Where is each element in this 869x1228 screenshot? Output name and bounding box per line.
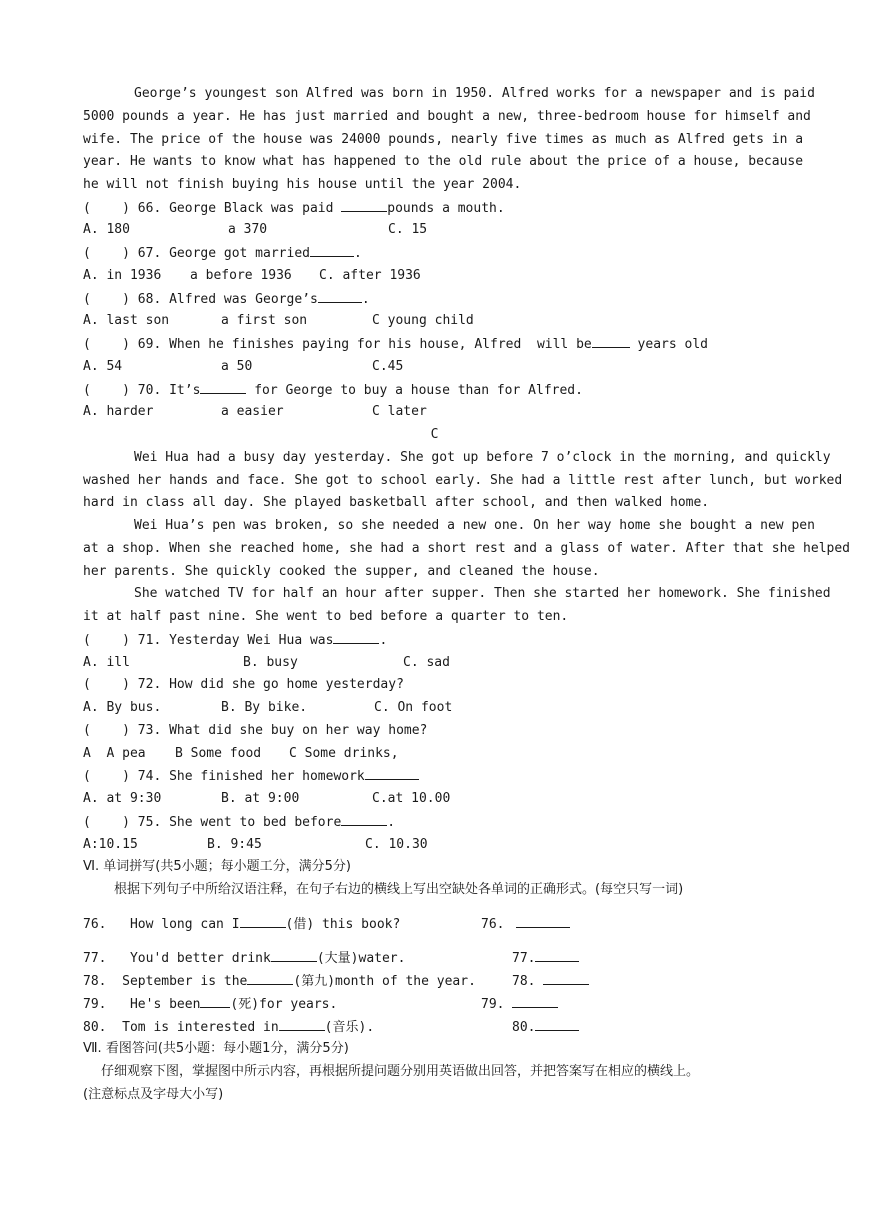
question-73: ( ) 73. What did she buy on her way home? xyxy=(83,723,428,738)
spelling-item-78: 78. September is the (第九)month of the year. xyxy=(83,974,476,989)
passage-c-line: her parents. She quickly cooked the supper, and cleaned the house. xyxy=(83,564,600,579)
question-66: ( ) 66. George Black was paid pounds a mouth. xyxy=(83,201,505,216)
option-b: B. By bike. xyxy=(221,700,308,715)
option-c: C later xyxy=(372,404,427,419)
option-c: C. 10.30 xyxy=(365,837,428,852)
option-a: A. 54 xyxy=(83,359,123,374)
option-c: C. 15 xyxy=(388,222,428,237)
spelling-item-76: 76. How long can I (借) this book? xyxy=(83,917,401,932)
option-b: a before 1936 xyxy=(190,268,292,283)
passage-c-line: washed her hands and face. She got to school early. She had a little rest after lunch, but worked xyxy=(83,473,843,488)
option-c: C. sad xyxy=(403,655,450,670)
option-c: C. after 1936 xyxy=(319,268,421,283)
option-a: A. in 1936 xyxy=(83,268,162,283)
question-72: ( ) 72. How did she go home yesterday? xyxy=(83,677,404,692)
answer-blank[interactable] xyxy=(240,916,286,928)
answer-line[interactable] xyxy=(535,1019,579,1031)
question-70: ( ) 70. It’s for George to buy a house than for Alfred. xyxy=(83,383,583,398)
option-b: B Some food xyxy=(175,746,262,761)
option-c: C. On foot xyxy=(374,700,453,715)
passage-c-line: Wei Hua’s pen was broken, so she needed a new one. On her way home she bought a new pen xyxy=(134,518,815,533)
spelling-item-80: 80. Tom is interested in (音乐). xyxy=(83,1020,375,1035)
question-69: ( ) 69. When he finishes paying for his house, Alfred will be years old xyxy=(83,337,709,352)
option-a: A. By bus. xyxy=(83,700,162,715)
section-6-title: Ⅵ. 单词拼写(共5小题；每小题工分，满分5分) xyxy=(83,859,351,874)
passage-c-line: Wei Hua had a busy day yesterday. She got up before 7 o’clock in the morning, and quickly xyxy=(134,450,831,465)
section-7-title: Ⅶ. 看图答问(共5小题：每小题1分，满分5分) xyxy=(83,1041,349,1056)
option-a: A. last son xyxy=(83,313,170,328)
section-6-instruction: 根据下列句子中所给汉语注释，在句子右边的横线上写出空缺处各单词的正确形式。(每空只写一词) xyxy=(114,882,684,897)
answer-line-80: 80. xyxy=(512,1019,579,1036)
passage-c-line: at a shop. When she reached home, she had a short rest and a glass of water. After that she helped xyxy=(83,541,851,556)
passage-b-line: 5000 pounds a year. He has just married and bought a new, three-bedroom house for himself and xyxy=(83,109,811,124)
question-68: ( ) 68. Alfred was George’s . xyxy=(83,292,370,307)
answer-line-79: 79. xyxy=(481,996,558,1013)
answer-line[interactable] xyxy=(516,916,570,928)
passage-b-line: he will not finish buying his house until the year 2004. xyxy=(83,177,522,192)
option-a: A. at 9:30 xyxy=(83,791,162,806)
passage-c-line: She watched TV for half an hour after supper. Then she started her homework. She finished xyxy=(134,586,831,601)
answer-blank[interactable] xyxy=(592,336,630,348)
answer-line[interactable] xyxy=(535,950,579,962)
option-a: A A pea xyxy=(83,746,146,761)
passage-c-line: hard in class all day. She played basketball after school, and then walked home. xyxy=(83,495,710,510)
option-a: A. ill xyxy=(83,655,130,670)
answer-blank[interactable] xyxy=(341,200,387,212)
option-c: C.45 xyxy=(372,359,404,374)
option-c: C Some drinks, xyxy=(289,746,399,761)
spelling-item-77: 77. You'd better drink (大量)water. xyxy=(83,951,406,966)
section-c-heading: C xyxy=(430,427,439,442)
answer-line[interactable] xyxy=(543,973,589,985)
option-c: C young child xyxy=(372,313,474,328)
option-b: B. busy xyxy=(243,655,298,670)
answer-line-76: 76. xyxy=(481,916,570,933)
option-b: a first son xyxy=(221,313,308,328)
question-71: ( ) 71. Yesterday Wei Hua was . xyxy=(83,633,388,648)
passage-b-line: year. He wants to know what has happened to the old rule about the price of a house, because xyxy=(83,154,804,169)
section-7-instruction: 仔细观察下图，掌握图中所示内容，再根据所提问题分别用英语做出回答，并把答案写在相应的横线上。 xyxy=(101,1064,700,1079)
question-67: ( ) 67. George got married . xyxy=(83,246,362,261)
option-a: A. harder xyxy=(83,404,154,419)
passage-b-line: wife. The price of the house was 24000 pounds, nearly five times as much as Alfred gets in a xyxy=(83,132,804,147)
option-c: C.at 10.00 xyxy=(372,791,451,806)
answer-blank[interactable] xyxy=(247,973,293,985)
passage-b-line: George’s youngest son Alfred was born in 1950. Alfred works for a newspaper and is paid xyxy=(134,86,815,101)
section-7-note: (注意标点及字母大小写) xyxy=(83,1087,224,1102)
passage-c-line: it at half past nine. She went to bed before a quarter to ten. xyxy=(83,609,569,624)
spelling-item-79: 79. He's been (死)for years. xyxy=(83,997,338,1012)
answer-blank[interactable] xyxy=(200,382,246,394)
answer-blank[interactable] xyxy=(365,768,419,780)
question-74: ( ) 74. She finished her homework xyxy=(83,768,419,785)
answer-line-77: 77. xyxy=(512,950,579,967)
option-b: a easier xyxy=(221,404,284,419)
option-b: a 50 xyxy=(221,359,253,374)
option-b: a 370 xyxy=(228,222,268,237)
answer-blank[interactable] xyxy=(318,291,362,303)
question-75: ( ) 75. She went to bed before . xyxy=(83,815,396,830)
option-b: B. at 9:00 xyxy=(221,791,300,806)
option-a: A:10.15 xyxy=(83,837,138,852)
answer-blank[interactable] xyxy=(200,996,230,1008)
answer-blank[interactable] xyxy=(271,950,317,962)
answer-line-78: 78. xyxy=(512,973,589,990)
answer-blank[interactable] xyxy=(333,632,379,644)
answer-line[interactable] xyxy=(512,996,558,1008)
answer-blank[interactable] xyxy=(341,814,387,826)
option-b: B. 9:45 xyxy=(207,837,262,852)
answer-blank[interactable] xyxy=(279,1019,325,1031)
option-a: A. 180 xyxy=(83,222,130,237)
answer-blank[interactable] xyxy=(310,245,354,257)
